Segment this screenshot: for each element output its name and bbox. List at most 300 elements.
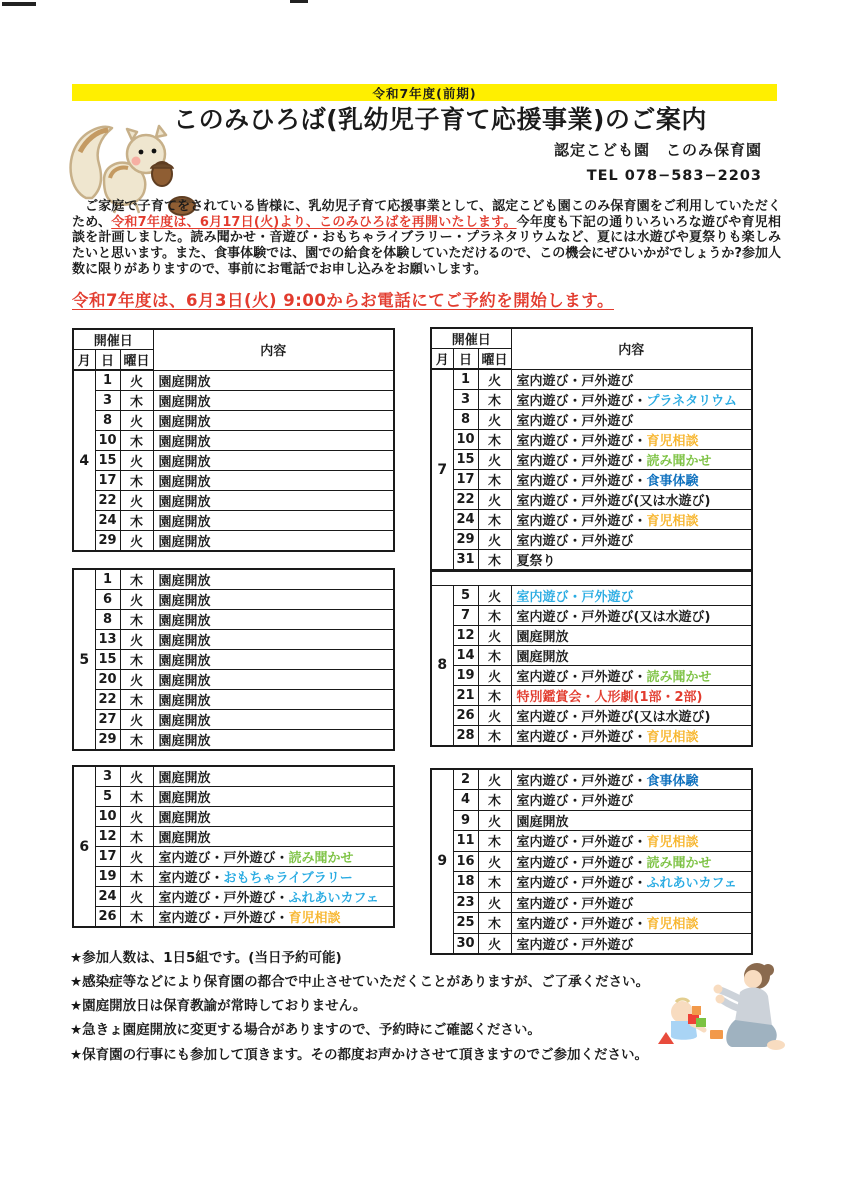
table-row bbox=[73, 630, 394, 650]
day-cell: 1 bbox=[95, 569, 120, 590]
table-row bbox=[431, 490, 752, 510]
table-row bbox=[73, 431, 394, 451]
content-segment: 特別鑑賞会・人形劇(1部・2部) bbox=[516, 689, 703, 705]
table-row bbox=[431, 810, 752, 831]
dow-cell: 火 bbox=[478, 769, 511, 790]
day-cell: 30 bbox=[453, 933, 478, 954]
table-row bbox=[431, 725, 752, 746]
dow-cell: 火 bbox=[478, 369, 511, 390]
table-row bbox=[73, 650, 394, 670]
dow-cell: 火 bbox=[120, 451, 153, 471]
content-segment: 育児相談 bbox=[646, 835, 699, 851]
content-cell bbox=[511, 831, 752, 852]
day-cell: 24 bbox=[453, 510, 478, 530]
content-cell bbox=[511, 790, 752, 811]
table-row bbox=[73, 370, 394, 391]
day-cell: 22 bbox=[95, 491, 120, 511]
header-day: 日 bbox=[95, 350, 120, 371]
content-segment: おもちゃライブラリー bbox=[223, 871, 353, 886]
table-row bbox=[431, 510, 752, 530]
day-cell: 26 bbox=[95, 907, 120, 928]
day-cell: 15 bbox=[95, 650, 120, 670]
scan-artifact bbox=[2, 2, 36, 6]
content-segment: 室内遊び・戸外遊び bbox=[516, 589, 634, 605]
day-cell: 25 bbox=[453, 913, 478, 934]
table-row bbox=[431, 705, 752, 725]
table-row bbox=[73, 787, 394, 807]
table-row bbox=[431, 369, 752, 390]
table-row bbox=[73, 411, 394, 431]
table-row bbox=[431, 550, 752, 571]
dow-cell: 火 bbox=[120, 887, 153, 907]
dow-cell: 木 bbox=[120, 690, 153, 710]
header-month: 月 bbox=[431, 349, 453, 370]
content-segment: 園庭開放 bbox=[158, 771, 211, 786]
table-row bbox=[431, 892, 752, 913]
table-row bbox=[431, 685, 752, 705]
content-cell bbox=[153, 867, 394, 887]
content-segment: 園庭開放 bbox=[158, 435, 211, 450]
day-cell: 17 bbox=[95, 471, 120, 491]
schedule-table-may-wrap bbox=[72, 568, 395, 751]
dow-cell: 木 bbox=[478, 605, 511, 625]
note-item: ★感染症等などにより保育園の都合で中止させていただくことがありますが、ご了承ください。 bbox=[70, 974, 650, 991]
content-cell bbox=[511, 645, 752, 665]
content-segment: 育児相談 bbox=[646, 729, 699, 745]
day-cell: 20 bbox=[95, 670, 120, 690]
header-day: 日 bbox=[453, 349, 478, 370]
content-segment: 室内遊び・戸外遊び bbox=[516, 794, 634, 810]
content-segment: 室内遊び・戸外遊び bbox=[516, 373, 634, 389]
mother-figure bbox=[714, 963, 786, 1050]
content-segment: 園庭開放 bbox=[158, 714, 211, 729]
content-segment: 室内遊び・戸外遊び(又は水遊び) bbox=[516, 494, 711, 509]
content-segment: 園庭開放 bbox=[516, 629, 569, 645]
day-cell: 10 bbox=[453, 430, 478, 450]
content-segment: 育児相談 bbox=[646, 434, 699, 449]
organization-name: 認定こども園 このみ保育園 bbox=[553, 141, 762, 159]
content-segment: 室内遊び・戸外遊び(又は水遊び) bbox=[516, 709, 711, 725]
content-segment: 読み聞かせ bbox=[646, 855, 712, 871]
content-segment: 室内遊び・戸外遊び・ bbox=[158, 891, 289, 906]
dow-cell: 木 bbox=[120, 730, 153, 751]
content-segment: 室内遊び・戸外遊び・ bbox=[516, 434, 647, 449]
content-segment: 読み聞かせ bbox=[646, 669, 712, 685]
content-cell bbox=[153, 411, 394, 431]
table-row bbox=[73, 827, 394, 847]
day-cell: 8 bbox=[453, 410, 478, 430]
content-cell bbox=[511, 550, 752, 571]
table-row bbox=[73, 710, 394, 730]
schedule-table-m4 bbox=[72, 328, 395, 552]
content-segment: 園庭開放 bbox=[158, 811, 211, 826]
content-cell bbox=[153, 391, 394, 411]
table-row bbox=[431, 585, 752, 605]
day-cell: 29 bbox=[453, 530, 478, 550]
table-row bbox=[73, 730, 394, 751]
content-segment: 園庭開放 bbox=[158, 535, 211, 550]
reservation-notice: 令和7年度は、6月3日(火) 9:00からお電話にてご予約を開始します。 bbox=[72, 291, 614, 310]
day-cell: 16 bbox=[453, 851, 478, 872]
content-cell bbox=[153, 710, 394, 730]
day-cell: 22 bbox=[453, 490, 478, 510]
dow-cell: 木 bbox=[120, 511, 153, 531]
table-row bbox=[73, 766, 394, 787]
content-segment: 園庭開放 bbox=[516, 649, 569, 665]
header-kaisaibi: 開催日 bbox=[73, 329, 153, 350]
table-row bbox=[431, 390, 752, 410]
dow-cell: 木 bbox=[120, 867, 153, 887]
dow-cell: 火 bbox=[478, 810, 511, 831]
content-cell bbox=[153, 431, 394, 451]
content-segment: 室内遊び・戸外遊び・ bbox=[516, 454, 647, 469]
table-row bbox=[73, 907, 394, 928]
schedule-table-m7 bbox=[430, 327, 753, 571]
content-cell bbox=[153, 630, 394, 650]
squirrel-ear bbox=[156, 126, 166, 137]
header-dow: 曜日 bbox=[478, 349, 511, 370]
content-segment: 食事体験 bbox=[646, 774, 699, 789]
content-cell bbox=[153, 451, 394, 471]
content-segment: 室内遊び・戸外遊び・ bbox=[516, 514, 647, 529]
content-segment: ふれあいカフェ bbox=[288, 891, 379, 906]
dow-cell: 木 bbox=[478, 550, 511, 571]
dow-cell: 火 bbox=[478, 625, 511, 645]
content-cell bbox=[153, 907, 394, 928]
dow-cell: 木 bbox=[120, 471, 153, 491]
dow-cell: 火 bbox=[120, 670, 153, 690]
content-cell bbox=[511, 450, 752, 470]
content-segment: 室内遊び・戸外遊び bbox=[516, 896, 634, 912]
table-row bbox=[431, 645, 752, 665]
content-segment: 食事体験 bbox=[646, 474, 699, 489]
table-row bbox=[73, 391, 394, 411]
dow-cell: 木 bbox=[478, 645, 511, 665]
dow-cell: 木 bbox=[478, 831, 511, 852]
dow-cell: 木 bbox=[478, 790, 511, 811]
content-segment: 園庭開放 bbox=[158, 515, 211, 530]
dow-cell: 火 bbox=[478, 892, 511, 913]
content-segment: 室内遊び・戸外遊び bbox=[516, 414, 634, 429]
dow-cell: 火 bbox=[478, 585, 511, 605]
day-cell: 5 bbox=[95, 787, 120, 807]
intro-text: ご家庭で子育てをされている皆様に、乳幼児子育て応援事業として、認定こども園このみ保育園をご利用していただくため、 bbox=[72, 199, 781, 230]
dow-cell: 木 bbox=[120, 610, 153, 630]
content-cell bbox=[511, 470, 752, 490]
dow-cell: 火 bbox=[120, 491, 153, 511]
dow-cell: 火 bbox=[120, 630, 153, 650]
content-segment: 園庭開放 bbox=[158, 495, 211, 510]
dow-cell: 木 bbox=[478, 510, 511, 530]
dow-cell: 木 bbox=[120, 827, 153, 847]
month-cell: 9 bbox=[431, 769, 453, 954]
dow-cell: 木 bbox=[120, 431, 153, 451]
dow-cell: 火 bbox=[478, 530, 511, 550]
day-cell: 2 bbox=[453, 769, 478, 790]
content-segment: 室内遊び・ bbox=[158, 871, 224, 886]
content-cell bbox=[511, 872, 752, 893]
dow-cell: 火 bbox=[478, 933, 511, 954]
content-cell bbox=[153, 807, 394, 827]
dow-cell: 木 bbox=[478, 430, 511, 450]
content-segment: 室内遊び・戸外遊び bbox=[516, 937, 634, 953]
dow-cell: 木 bbox=[478, 390, 511, 410]
content-cell bbox=[153, 670, 394, 690]
content-cell bbox=[511, 685, 752, 705]
day-cell: 1 bbox=[95, 370, 120, 391]
content-cell bbox=[153, 590, 394, 610]
content-segment: 園庭開放 bbox=[158, 654, 211, 669]
table-row bbox=[431, 790, 752, 811]
content-cell bbox=[511, 851, 752, 872]
dow-cell: 木 bbox=[120, 907, 153, 928]
parent-child-illustration bbox=[652, 948, 804, 1063]
content-segment: 園庭開放 bbox=[158, 395, 211, 410]
content-cell bbox=[511, 769, 752, 790]
schedule-table-july-wrap bbox=[430, 327, 753, 571]
content-cell bbox=[511, 410, 752, 430]
content-segment: 室内遊び・戸外遊び・ bbox=[516, 835, 647, 851]
day-cell: 4 bbox=[453, 790, 478, 811]
day-cell: 10 bbox=[95, 431, 120, 451]
table-row bbox=[73, 511, 394, 531]
table-row bbox=[431, 430, 752, 450]
content-segment: 育児相談 bbox=[288, 911, 341, 926]
month-cell: 6 bbox=[73, 766, 95, 927]
content-segment: 園庭開放 bbox=[158, 574, 211, 589]
table-row bbox=[431, 872, 752, 893]
content-segment: 室内遊び・戸外遊び・ bbox=[516, 774, 647, 789]
header-dow: 曜日 bbox=[120, 350, 153, 371]
content-segment: 園庭開放 bbox=[158, 791, 211, 806]
day-cell: 5 bbox=[453, 585, 478, 605]
table-row bbox=[431, 410, 752, 430]
table-row bbox=[431, 831, 752, 852]
content-cell bbox=[511, 665, 752, 685]
fiscal-year-banner: 令和7年度(前期) bbox=[72, 84, 777, 101]
notes-list bbox=[70, 951, 720, 1072]
table-row bbox=[73, 471, 394, 491]
content-segment: 室内遊び・戸外遊び・ bbox=[516, 855, 647, 871]
content-cell bbox=[511, 605, 752, 625]
content-segment: 園庭開放 bbox=[158, 475, 211, 490]
dow-cell: 火 bbox=[478, 705, 511, 725]
dow-cell: 火 bbox=[120, 847, 153, 867]
content-segment: 室内遊び・戸外遊び・ bbox=[158, 851, 289, 866]
content-segment: 園庭開放 bbox=[158, 831, 211, 846]
dow-cell: 火 bbox=[478, 665, 511, 685]
content-segment: 室内遊び・戸外遊び・ bbox=[516, 917, 647, 933]
day-cell: 8 bbox=[95, 610, 120, 630]
table-row bbox=[73, 569, 394, 590]
content-segment: 園庭開放 bbox=[158, 674, 211, 689]
table-row bbox=[73, 451, 394, 471]
content-cell bbox=[511, 530, 752, 550]
dow-cell: 火 bbox=[120, 766, 153, 787]
dow-cell: 木 bbox=[120, 569, 153, 590]
content-cell bbox=[153, 730, 394, 751]
day-cell: 24 bbox=[95, 511, 120, 531]
dow-cell: 火 bbox=[120, 411, 153, 431]
content-segment: 室内遊び・戸外遊び bbox=[516, 534, 634, 549]
schedule-table-m5 bbox=[72, 568, 395, 751]
content-segment: 室内遊び・戸外遊び(又は水遊び) bbox=[516, 609, 711, 625]
day-cell: 28 bbox=[453, 725, 478, 746]
content-segment: 園庭開放 bbox=[516, 814, 569, 830]
table-row bbox=[73, 807, 394, 827]
table-row bbox=[431, 450, 752, 470]
content-segment: 室内遊び・戸外遊び・ bbox=[158, 911, 289, 926]
scan-artifact bbox=[290, 0, 308, 3]
organization-tel: TEL 078−583−2203 bbox=[586, 168, 762, 184]
table-row bbox=[431, 913, 752, 934]
day-cell: 12 bbox=[453, 625, 478, 645]
header-month: 月 bbox=[73, 350, 95, 371]
content-segment: 夏祭り bbox=[516, 554, 556, 569]
content-cell bbox=[153, 471, 394, 491]
content-segment: 室内遊び・戸外遊び・ bbox=[516, 474, 647, 489]
day-cell: 31 bbox=[453, 550, 478, 571]
content-cell bbox=[511, 705, 752, 725]
content-cell bbox=[511, 725, 752, 746]
header-content: 内容 bbox=[153, 329, 394, 370]
dow-cell: 木 bbox=[478, 872, 511, 893]
content-cell bbox=[511, 625, 752, 645]
day-cell: 29 bbox=[95, 531, 120, 552]
content-cell bbox=[153, 511, 394, 531]
month-cell: 8 bbox=[431, 585, 453, 746]
header-kaisaibi: 開催日 bbox=[431, 328, 511, 349]
note-item: ★園庭開放日は保育教諭が常時しておりません。 bbox=[70, 998, 367, 1015]
table-row bbox=[73, 690, 394, 710]
schedule-table-june-wrap bbox=[72, 765, 395, 928]
schedule-table-april-wrap bbox=[72, 328, 395, 552]
content-segment: プラネタリウム bbox=[646, 394, 737, 409]
content-segment: 室内遊び・戸外遊び・ bbox=[516, 876, 647, 892]
content-segment: 園庭開放 bbox=[158, 734, 211, 749]
note-item: ★保育園の行事にも参加して頂きます。その都度お声かけさせて頂きますのでご参加ください。 bbox=[70, 1046, 649, 1063]
intro-highlight-text: 令和7年度は、6月17日(火)より、このみひろばを再開いたします。 bbox=[111, 214, 517, 230]
table-row bbox=[431, 470, 752, 490]
content-segment: 読み聞かせ bbox=[288, 851, 354, 866]
table-row bbox=[431, 605, 752, 625]
content-segment: 園庭開放 bbox=[158, 594, 211, 609]
page-title: このみひろば(乳幼児子育て応援事業)のご案内 bbox=[173, 105, 707, 134]
header-content: 内容 bbox=[511, 328, 752, 369]
table-row bbox=[431, 530, 752, 550]
day-cell: 22 bbox=[95, 690, 120, 710]
content-cell bbox=[153, 491, 394, 511]
intro-paragraph bbox=[72, 199, 781, 278]
dow-cell: 木 bbox=[478, 725, 511, 746]
content-cell bbox=[153, 650, 394, 670]
content-cell bbox=[153, 766, 394, 787]
day-cell: 17 bbox=[453, 470, 478, 490]
organization-info bbox=[554, 139, 762, 184]
month-cell: 4 bbox=[73, 370, 95, 551]
schedule-table-m6 bbox=[72, 765, 395, 928]
day-cell: 23 bbox=[453, 892, 478, 913]
day-cell: 3 bbox=[453, 390, 478, 410]
month-cell: 7 bbox=[431, 369, 453, 570]
day-cell: 26 bbox=[453, 705, 478, 725]
content-cell bbox=[153, 690, 394, 710]
content-cell bbox=[511, 892, 752, 913]
dow-cell: 火 bbox=[120, 590, 153, 610]
content-segment: 園庭開放 bbox=[158, 634, 211, 649]
day-cell: 11 bbox=[453, 831, 478, 852]
content-cell bbox=[511, 490, 752, 510]
dow-cell: 火 bbox=[478, 490, 511, 510]
day-cell: 17 bbox=[95, 847, 120, 867]
table-row bbox=[431, 665, 752, 685]
table-row bbox=[73, 887, 394, 907]
note-item: ★急きょ園庭開放に変更する場合がありますので、予約時にご確認ください。 bbox=[70, 1022, 541, 1039]
dow-cell: 火 bbox=[120, 710, 153, 730]
schedule-table-m8 bbox=[430, 570, 753, 747]
day-cell: 12 bbox=[95, 827, 120, 847]
acorn-in-paws bbox=[151, 162, 173, 186]
content-cell bbox=[511, 585, 752, 605]
content-cell bbox=[153, 531, 394, 552]
dow-cell: 火 bbox=[478, 851, 511, 872]
day-cell: 8 bbox=[95, 411, 120, 431]
content-cell bbox=[511, 913, 752, 934]
content-cell bbox=[511, 369, 752, 390]
content-cell bbox=[511, 510, 752, 530]
note-item: ★参加人数は、1日5組です。(当日予約可能) bbox=[70, 950, 342, 966]
table-row bbox=[73, 610, 394, 630]
dow-cell: 火 bbox=[478, 410, 511, 430]
spacer-cell bbox=[431, 571, 752, 585]
table-row bbox=[431, 625, 752, 645]
content-cell bbox=[153, 787, 394, 807]
day-cell: 10 bbox=[95, 807, 120, 827]
table-row bbox=[73, 867, 394, 887]
intro-text: 今年度も下記の通りいろいろな遊びや育児相談を計画しました。読み聞かせ・音遊び・おもちゃライブラリー・プラネタリウムなど、夏には水遊びや夏祭りも楽しみたいと思います。また、食事体験では、園での給食を体験していただけるので、この機会にぜひいかがでしょうか?参加人数に限りがありますので、事前にお電話でお申し込みをお願いします。 bbox=[72, 214, 781, 277]
table-row bbox=[73, 670, 394, 690]
day-cell: 29 bbox=[95, 730, 120, 751]
content-cell bbox=[153, 370, 394, 391]
table-row bbox=[431, 851, 752, 872]
content-segment: 園庭開放 bbox=[158, 374, 211, 390]
content-cell bbox=[153, 569, 394, 590]
dow-cell: 木 bbox=[478, 470, 511, 490]
content-cell bbox=[153, 887, 394, 907]
table-row bbox=[73, 590, 394, 610]
content-cell bbox=[153, 610, 394, 630]
content-segment: ふれあいカフェ bbox=[646, 876, 737, 892]
schedule-table-september-wrap bbox=[430, 768, 753, 955]
dow-cell: 火 bbox=[120, 807, 153, 827]
content-segment: 室内遊び・戸外遊び・ bbox=[516, 729, 647, 745]
day-cell: 13 bbox=[95, 630, 120, 650]
dow-cell: 火 bbox=[120, 370, 153, 391]
table-row bbox=[73, 491, 394, 511]
content-segment: 育児相談 bbox=[646, 917, 699, 933]
month-cell: 5 bbox=[73, 569, 95, 750]
dow-cell: 木 bbox=[120, 787, 153, 807]
day-cell: 19 bbox=[453, 665, 478, 685]
content-cell bbox=[511, 810, 752, 831]
content-segment: 園庭開放 bbox=[158, 415, 211, 430]
content-cell bbox=[153, 847, 394, 867]
day-cell: 19 bbox=[95, 867, 120, 887]
content-segment: 読み聞かせ bbox=[646, 454, 712, 469]
day-cell: 3 bbox=[95, 766, 120, 787]
dow-cell: 火 bbox=[120, 531, 153, 552]
baby-figure bbox=[658, 999, 723, 1044]
